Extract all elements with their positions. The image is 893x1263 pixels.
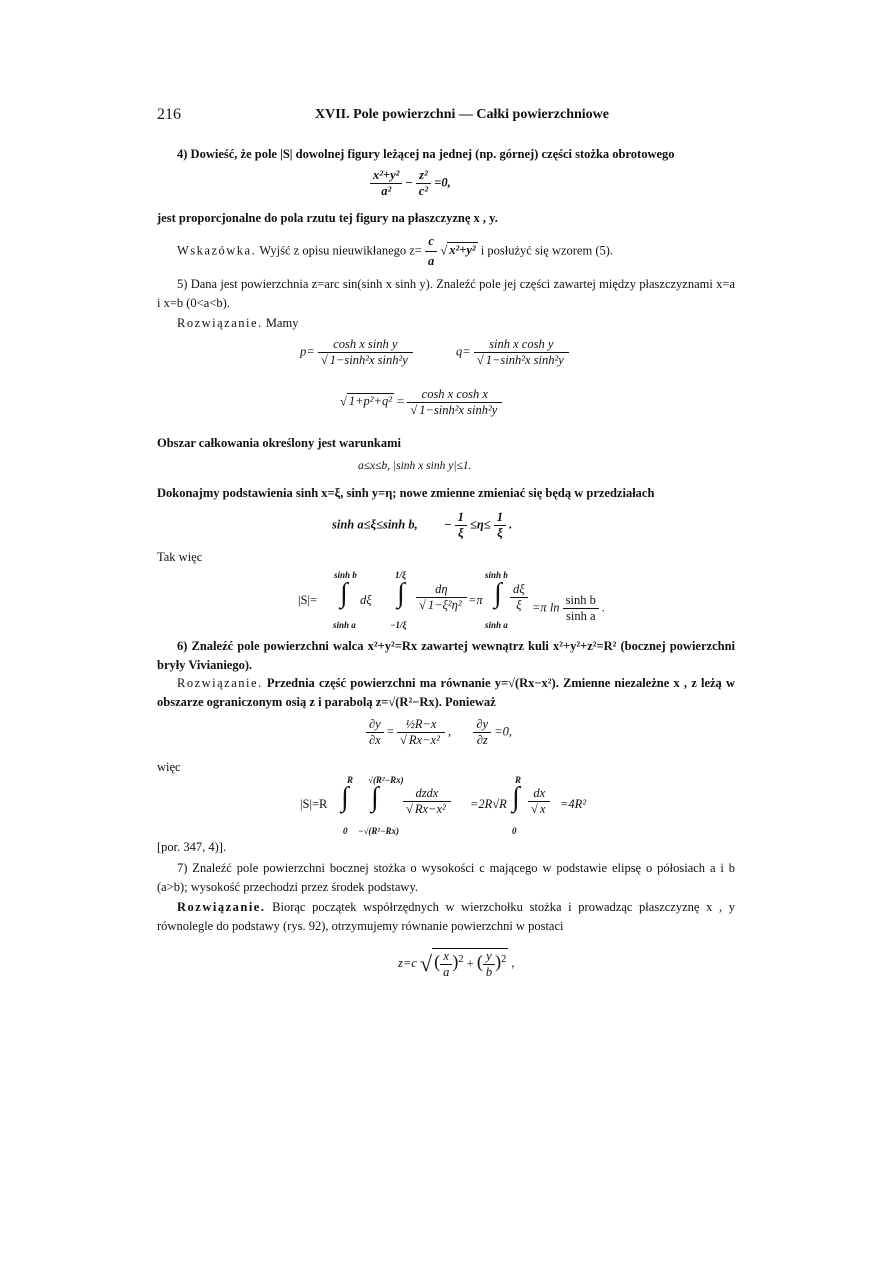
ex5-root-formula: √ 1+p²+q² = $\frac{\text{cosh x cosh x}}{\text{√ 1−sinh²x sinh²y}}$ bbox=[340, 387, 502, 418]
ex5-solution-intro: Rozwiązanie. Mamy bbox=[177, 316, 299, 330]
ex5-S-lhs: |S|= bbox=[298, 593, 318, 607]
ex6-mid: =2R√R bbox=[470, 797, 507, 811]
ex5-eq-pi: =π bbox=[468, 593, 483, 607]
ex6-integral-sign-2: ∫ bbox=[371, 782, 379, 813]
page-number: 216 bbox=[157, 106, 181, 123]
ex5-ranges: sinh a≤ξ≤sinh b, − $\frac{1}{\xi}$ ≤η≤ $\frac{1}{\xi}$ . bbox=[332, 510, 513, 540]
ex6-int3-upper: R bbox=[515, 775, 522, 785]
ex5-substitution: Dokonajmy podstawienia sinh x=ξ, sinh y=η; nowe zmienne zmieniać się będą w przedziałach bbox=[157, 486, 655, 500]
ex5-inner-fraction: $\frac{d\eta}{\text{√ 1−ξ²η²}}$ bbox=[416, 582, 467, 613]
ex6-integral-sign-1: ∫ bbox=[341, 782, 349, 813]
ex6-dx-fraction: $\frac{dx}{√ x}$ bbox=[528, 786, 550, 817]
ex6-inner-fraction: $\frac{\text{dzdx}}{\text{√ Rx−x²}}$ bbox=[403, 786, 451, 817]
ex6-integral-sign-3: ∫ bbox=[512, 782, 520, 813]
ex6-int3-lower: 0 bbox=[512, 826, 517, 836]
ex5-tak-wiec: Tak więc bbox=[157, 550, 203, 564]
ex5-int1-upper: sinh b bbox=[334, 570, 357, 580]
ex6-S-lhs: |S|=R bbox=[300, 797, 328, 811]
ex6-int1-upper: R bbox=[347, 775, 354, 785]
ex6-int1-lower: 0 bbox=[343, 826, 348, 836]
ex6-result: =4R² bbox=[560, 797, 587, 811]
ex7-solution: Rozwiązanie. Biorąc początek współrzędnych w wierzchołku stożka i prowadząc płaszczyznę x , y równolegle do podstawy (rys. 92), otrzymujemy równanie powierzchni w postaci bbox=[157, 900, 735, 933]
ex5-integral-sign-3: ∫ bbox=[494, 578, 502, 609]
ex5-int3-upper: sinh b bbox=[485, 570, 508, 580]
ex5-domain-text: Obszar całkowania określony jest warunkami bbox=[157, 436, 402, 450]
ex4-statement: 4) Dowieść, że pole |S| dowolnej figury leżącej na jednej (np. górnej) części stożka obrotowego bbox=[177, 147, 675, 161]
ex6-reference: [por. 347, 4)]. bbox=[157, 840, 227, 854]
ex5-integral-sign-1: ∫ bbox=[340, 578, 348, 609]
ex6-solution: Rozwiązanie. Przednia część powierzchni ma równanie y=√(Rx−x²). Zmienne niezależne x , z leżą w obszarze ograniczonym osią z i parabolą z=√(R²−Rx). Ponieważ bbox=[157, 676, 736, 709]
ex4-hint: Wskazówka. Wyjść z opisu nieuwikłanego z= $\frac{c}{a}$ √ x²+y² i posłużyć się wzorem (5). bbox=[177, 234, 614, 268]
ex5-int2-upper: 1/ξ bbox=[395, 570, 407, 580]
ex4-equation: $\frac{\text{x²+y²}}{\text{a²}}$ − $\frac{\text{z²}}{\text{c²}}$ =0, bbox=[370, 168, 451, 199]
ex5-int2-lower: −1/ξ bbox=[390, 620, 407, 630]
ex7-equation: z=c √ ( $\frac{x}{a}$ )$^2$ + ( $\frac{y}{b}$ )$^2$ , bbox=[398, 949, 515, 979]
ex5-result: =π ln $\frac{\text{sinh b}}{\text{sinh a}}$ . bbox=[532, 593, 606, 623]
ex5-integral-sign-2: ∫ bbox=[397, 578, 405, 609]
ex6-int2-lower: −√(R²−Rx) bbox=[358, 826, 400, 836]
ex6-wiec: więc bbox=[157, 760, 181, 774]
ex5-domain-condition: a≤x≤b, |sinh x sinh y|≤1. bbox=[358, 460, 472, 472]
ex4-conclusion: jest proporcjonalne do pola rzutu tej figury na płaszczyznę x , y. bbox=[157, 211, 498, 225]
ex6-int2-upper: √(R²−Rx) bbox=[368, 775, 404, 785]
ex5-dxi: dξ bbox=[360, 593, 372, 607]
ex5-int3-lower: sinh a bbox=[485, 620, 508, 630]
ex5-p-formula: p= $\frac{\text{cosh x sinh y}}{\text{√ 1−sinh²x sinh²y}}$ bbox=[300, 337, 413, 368]
ex5-int1-lower: sinh a bbox=[333, 620, 356, 630]
ex6-partials: $\frac{\partial y}{\partial x}$ = $\frac{\text{½R−x}}{\text{√ Rx−x²}}$ , $\frac{\partial y}{\partial z}$ =0, bbox=[366, 717, 512, 748]
ex6-statement: 6) Znaleźć pole powierzchni walca x²+y²=Rx zawartej wewnątrz kuli x²+y²+z²=R² (bocznej powierzchni bryły Vivianiego). bbox=[157, 639, 735, 672]
ex5-statement: 5) Dana jest powierzchnia z=arc sin(sinh x sinh y). Znaleźć pole jej części zawartej między płaszczyznami x=a i x=b (0<a<b). bbox=[157, 277, 735, 310]
ex5-dxi-over-xi: $\frac{d\xi}{\xi}$ bbox=[510, 582, 528, 613]
running-title: XVII. Pole powierzchni — Całki powierzchniowe bbox=[315, 107, 609, 122]
ex7-statement: 7) Znaleźć pole powierzchni bocznej stożka o wysokości c mającego w podstawie elipsę o półosiach a i b (a>b); wysokość przechodzi przez środek podstawy. bbox=[157, 861, 735, 894]
ex5-q-formula: q= $\frac{\text{sinh x cosh y}}{\text{√ 1−sinh²x sinh²y}}$ bbox=[456, 337, 569, 368]
